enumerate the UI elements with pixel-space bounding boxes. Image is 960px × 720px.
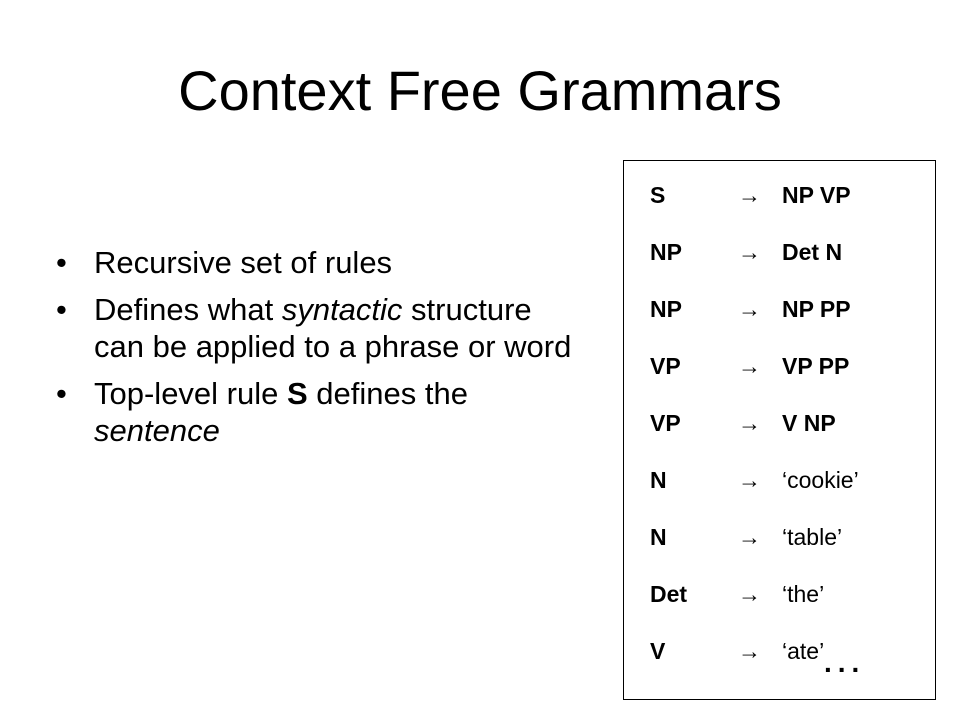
slide-title: Context Free Grammars <box>178 59 782 122</box>
right-arrow-icon: → <box>738 239 761 265</box>
rule-rhs: ‘ate’ <box>782 638 825 664</box>
bullet-marker: • <box>56 292 67 327</box>
bullet-item <box>56 291 576 365</box>
bullet-list <box>56 244 576 459</box>
rule-lhs: N <box>650 524 667 550</box>
rule-lhs: VP <box>650 353 681 379</box>
right-arrow-icon: → <box>738 410 761 436</box>
grammar-ellipsis: ... <box>824 647 866 678</box>
rule-lhs: NP <box>650 296 682 322</box>
right-arrow-icon: → <box>738 182 761 208</box>
grammar-rule <box>650 574 930 614</box>
grammar-rule <box>650 460 930 500</box>
grammar-rules-box <box>623 160 936 700</box>
bullet-marker: • <box>56 245 67 280</box>
rule-rhs: ‘the’ <box>782 581 825 607</box>
grammar-rule <box>650 403 930 443</box>
rule-rhs: V NP <box>782 410 836 436</box>
rule-lhs: Det <box>650 581 688 607</box>
grammar-rule <box>650 232 930 272</box>
rule-lhs: V <box>650 638 666 664</box>
bullet-text-segment: syntactic <box>281 292 403 327</box>
rule-rhs: ‘cookie’ <box>782 467 859 493</box>
bullet-text-segment: structure can be applied to a phrase or word <box>94 292 572 364</box>
grammar-rule <box>650 175 930 215</box>
rule-rhs: Det N <box>782 239 843 265</box>
rule-lhs: N <box>650 467 667 493</box>
bullet-item <box>56 244 576 281</box>
right-arrow-icon: → <box>738 638 761 664</box>
rule-rhs: VP PP <box>782 353 850 379</box>
rule-lhs: S <box>650 182 666 208</box>
grammar-rule <box>650 517 930 557</box>
grammar-rule <box>650 631 930 671</box>
grammar-rule <box>650 289 930 329</box>
rule-rhs: ‘table’ <box>782 524 843 550</box>
rule-lhs: NP <box>650 239 682 265</box>
rule-lhs: VP <box>650 410 681 436</box>
bullet-text-segment: S <box>286 376 308 411</box>
grammar-rule <box>650 346 930 386</box>
right-arrow-icon: → <box>738 467 761 493</box>
right-arrow-icon: → <box>738 296 761 322</box>
bullet-text-segment: defines the <box>307 376 468 411</box>
bullet-text-segment: Top-level rule <box>94 376 287 411</box>
right-arrow-icon: → <box>738 581 761 607</box>
bullet-item <box>56 375 576 449</box>
right-arrow-icon: → <box>738 353 761 379</box>
bullet-text-segment: Defines what <box>94 292 282 327</box>
bullet-text-segment: Recursive set of rules <box>94 245 393 280</box>
right-arrow-icon: → <box>738 524 761 550</box>
bullet-text-segment: sentence <box>94 413 220 448</box>
rule-rhs: NP PP <box>782 296 851 322</box>
bullet-marker: • <box>56 376 67 411</box>
rule-rhs: NP VP <box>782 182 851 208</box>
